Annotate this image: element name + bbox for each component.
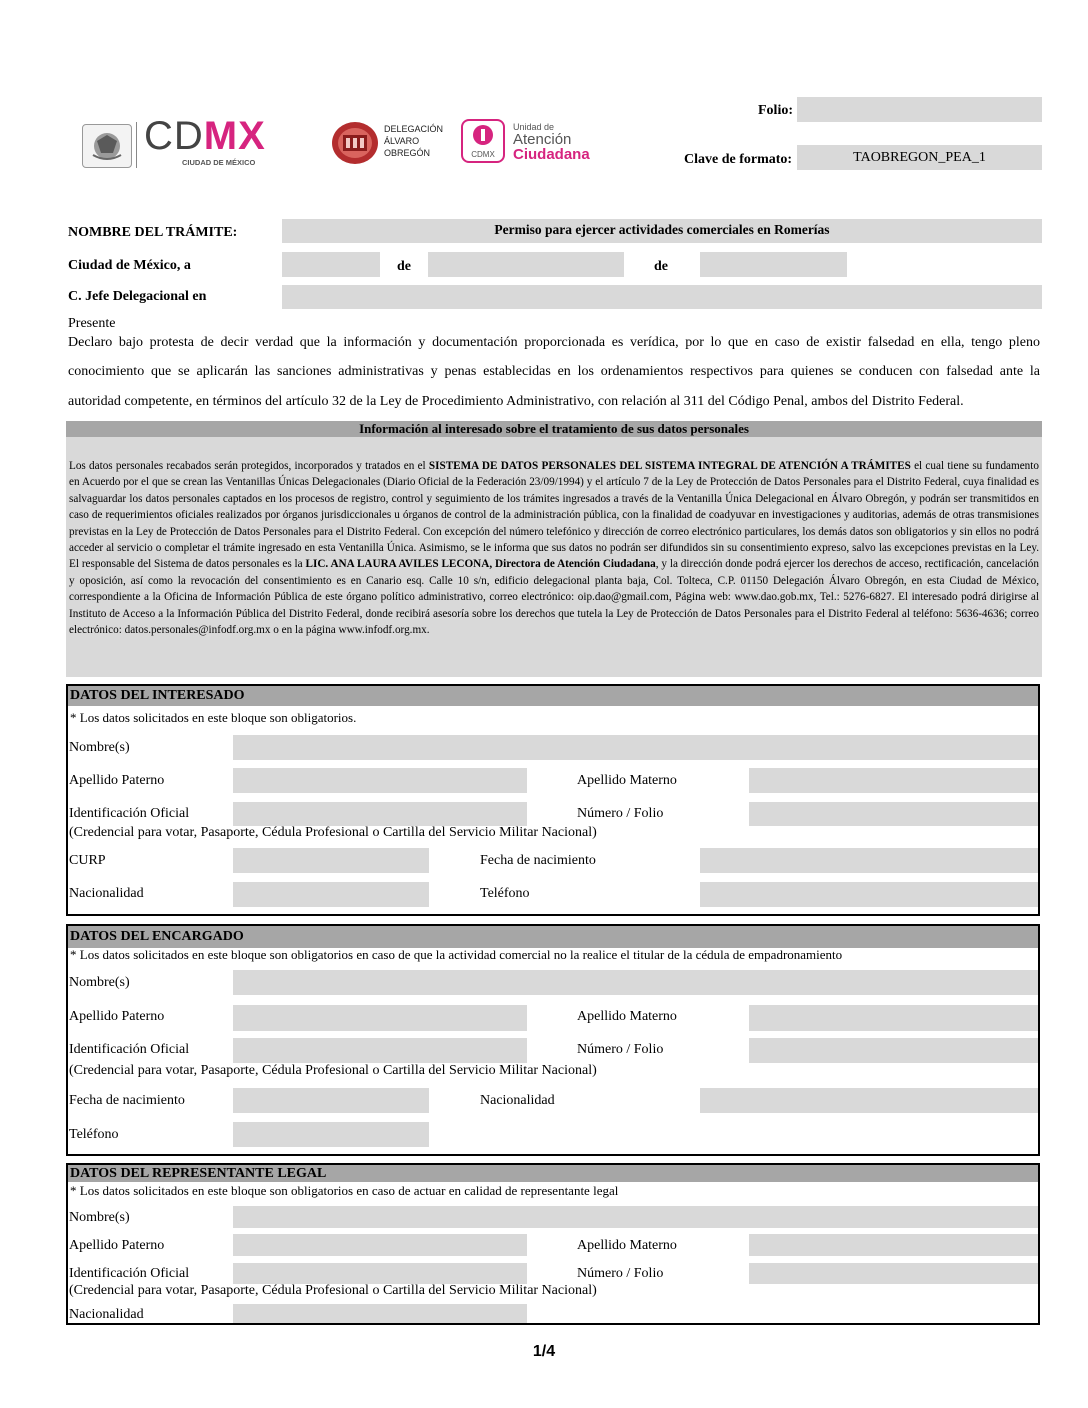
interesado-ap-paterno-field[interactable] <box>233 768 527 793</box>
encargado-telefono-label: Teléfono <box>69 1127 119 1142</box>
representante-ap-paterno-field[interactable] <box>233 1234 527 1256</box>
nombre-tramite-label: NOMBRE DEL TRÁMITE: <box>68 225 238 240</box>
cdmx-subtitle: CIUDAD DE MÉXICO <box>182 158 256 167</box>
interesado-ap-materno-field[interactable] <box>749 768 1038 793</box>
nombre-tramite-field[interactable] <box>282 219 1042 243</box>
representante-ap-paterno-label: Apellido Paterno <box>69 1238 165 1253</box>
interesado-identificacion-label: Identificación Oficial <box>69 806 190 821</box>
header-logos <box>80 114 610 174</box>
encargado-nombre-field[interactable] <box>233 970 1038 995</box>
nombre-tramite-value: Permiso para ejercer actividades comerciales en Romerías <box>494 222 830 237</box>
encargado-note: * Los datos solicitados en este bloque son obligatorios en caso de que la actividad comercial no la realice el titular de la cédula de empadronamiento <box>70 947 843 962</box>
delegacion-name: DELEGACIÓN ÁLVARO OBREGÓN <box>384 124 444 158</box>
interesado-ap-materno-label: Apellido Materno <box>577 773 677 788</box>
section-interesado <box>66 684 1040 916</box>
representante-nombre-label: Nombre(s) <box>69 1210 130 1225</box>
interesado-identificacion-field[interactable] <box>233 802 527 826</box>
interesado-telefono-field[interactable] <box>700 882 1038 907</box>
fecha-mes-field[interactable] <box>428 252 624 277</box>
cdmx-logo <box>144 114 304 167</box>
interesado-nacionalidad-field[interactable] <box>233 882 429 907</box>
declaracion-line-2: conocimiento que se aplicarán las sanciones administrativas y penas establecidas en los ordenamientos respectivos para quienes se conducen con falsedad ante la <box>68 364 1040 379</box>
section-encargado-title: DATOS DEL ENCARGADO <box>68 926 1038 948</box>
declaracion-line-3: autoridad competente, en términos del artículo 32 de la Ley de Procedimiento Administrativo, con relación al 311 del Código Penal, ambos del Distrito Federal. <box>68 394 964 409</box>
interesado-ap-paterno-label: Apellido Paterno <box>69 773 165 788</box>
presente-label: Presente <box>68 316 116 331</box>
declaracion-line-1: Declaro bajo protesta de decir verdad que la información y documentación proporcionada es verídica, por lo que en caso de existir falsedad en ella, tengo pleno <box>68 335 1040 350</box>
privacy-title: Información al interesado sobre el tratamiento de sus datos personales <box>66 421 1042 437</box>
representante-numero-folio-field[interactable] <box>749 1263 1038 1284</box>
ciudad-label: Ciudad de México, a <box>68 258 191 273</box>
interesado-numero-folio-field[interactable] <box>749 802 1038 826</box>
unidad-badge-text: CDMX <box>471 150 495 159</box>
encargado-nombre-label: Nombre(s) <box>69 975 130 990</box>
encargado-telefono-field[interactable] <box>233 1122 429 1147</box>
privacy-notice <box>66 421 1042 677</box>
section-encargado <box>66 924 1040 1156</box>
encargado-numero-folio-label: Número / Folio <box>577 1042 664 1057</box>
representante-nacionalidad-label: Nacionalidad <box>69 1307 144 1322</box>
clave-formato-field[interactable] <box>797 145 1042 170</box>
section-interesado-title: DATOS DEL INTERESADO <box>68 686 1038 706</box>
privacy-body: Los datos personales recabados serán protegidos, incorporados y tratados en el SISTEMA DE DATOS PERSONALES DEL SISTEMA INTEGRAL DE ATENCIÓN A TRÁMITES el cual tiene su fundamento en Acuerdo por el que se crean las Ventanillas Únicas Delegacionales (Diario Oficial de la Federación 23/09/1994) y el artículo 7 de la Ley de Protección de Datos Personales para el Distrito Federal, cuya finalidad es salvaguardar los datos personales captados en los procesos de registro, control y seguimiento de los trámites ingresados a través de la Ventanilla Única Delegacional en Álvaro Obregón, y podrán ser transmitidos en caso de requerimientos oficiales realizados por órganos jurisdiccionales u órganos de control de la administración pública, con la finalidad de coadyuvar en investigaciones y auditorias, además de otras transmisiones previstas en la Ley de Protección de Datos Personales para el Distrito Federal. Con excepción del número telefónico y dirección de correo electrónico particulares, los demás datos son obligatorios y sin ellos no podrá acceder al servicio o completar el trámite ingresado en esta Ventanilla Única. Asimismo, se le informa que sus datos no podrán ser difundidos sin su consentimiento expreso, salvo las excepciones previstas en la Ley. El responsable del Sistema de datos personales es la LIC. ANA LAURA AVILES LECONA, Directora de Atención Ciudadana, y la dirección donde podrá ejercer los derechos de acceso, rectificación, cancelación y oposición, así como la revocación del consentimiento es en Canario esq. Calle 10 s/n, edificio delegacional planta baja, Col. Tolteca, C.P. 01150 Delegación Álvaro Obregón, en esta Ciudad de México, correspondiente a la Oficina de Información Pública de este órgano político administrativo, correo electrónico: oip.dao@gmail.com, Página web: www.dao.gob.mx, Tel.: 5276-6827. El interesado podrá dirigirse al Instituto de Acceso a la Información Pública del Distrito Federal, donde recibirá asesoría sobre los derechos que tutela la Ley de Protección de Datos Personales para el Distrito Federal al teléfono: 5636-4636; correo electrónico: datos.personales@infodf.org.mx o en la página www.infodf.org.mx. <box>69 460 1039 637</box>
representante-identificacion-label: Identificación Oficial <box>69 1266 190 1281</box>
mexico-seal-icon <box>82 124 132 168</box>
encargado-identificacion-field[interactable] <box>233 1038 527 1063</box>
de-label-2: de <box>654 259 668 274</box>
jefe-delegacional-label: C. Jefe Delegacional en <box>68 289 207 304</box>
interesado-curp-label: CURP <box>69 853 106 868</box>
interesado-credencial-note: (Credencial para votar, Pasaporte, Cédula Profesional o Cartilla del Servicio Militar Nacional) <box>69 825 597 840</box>
jefe-delegacional-field[interactable] <box>282 285 1042 309</box>
encargado-fecha-nac-field[interactable] <box>233 1088 429 1113</box>
unidad-name: Unidad de Atención Ciudadana <box>513 122 590 163</box>
delegacion-seal-icon <box>331 121 379 165</box>
representante-ap-materno-field[interactable] <box>749 1234 1038 1256</box>
de-label-1: de <box>397 259 411 274</box>
interesado-numero-folio-label: Número / Folio <box>577 806 664 821</box>
encargado-fecha-nac-label: Fecha de nacimiento <box>69 1093 185 1108</box>
interesado-fecha-nac-field[interactable] <box>700 848 1038 873</box>
representante-ap-materno-label: Apellido Materno <box>577 1238 677 1253</box>
interesado-nombre-label: Nombre(s) <box>69 740 130 755</box>
representante-nacionalidad-field[interactable] <box>233 1304 527 1323</box>
representante-nombre-field[interactable] <box>233 1206 1038 1228</box>
interesado-curp-field[interactable] <box>233 848 429 873</box>
encargado-ap-materno-label: Apellido Materno <box>577 1009 677 1024</box>
section-representante <box>66 1163 1040 1325</box>
section-representante-title: DATOS DEL REPRESENTANTE LEGAL <box>68 1165 1038 1182</box>
clave-formato-value: TAOBREGON_PEA_1 <box>853 150 986 165</box>
representante-note: * Los datos solicitados en este bloque son obligatorios en caso de actuar en calidad de representante legal <box>70 1183 619 1198</box>
logo-divider <box>136 122 137 168</box>
encargado-ap-materno-field[interactable] <box>749 1005 1038 1031</box>
encargado-identificacion-label: Identificación Oficial <box>69 1042 190 1057</box>
interesado-telefono-label: Teléfono <box>480 886 530 901</box>
representante-credencial-note: (Credencial para votar, Pasaporte, Cédula Profesional o Cartilla del Servicio Militar Nacional) <box>69 1283 597 1298</box>
encargado-ap-paterno-label: Apellido Paterno <box>69 1009 165 1024</box>
folio-field[interactable] <box>797 97 1042 122</box>
representante-numero-folio-label: Número / Folio <box>577 1266 664 1281</box>
interesado-fecha-nac-label: Fecha de nacimiento <box>480 853 596 868</box>
fecha-dia-field[interactable] <box>282 252 380 277</box>
encargado-numero-folio-field[interactable] <box>749 1038 1038 1063</box>
interesado-note: * Los datos solicitados en este bloque son obligatorios. <box>70 710 357 725</box>
encargado-ap-paterno-field[interactable] <box>233 1005 527 1031</box>
encargado-nacionalidad-label: Nacionalidad <box>480 1093 555 1108</box>
folio-label: Folio: <box>758 103 793 118</box>
clave-formato-label: Clave de formato: <box>684 152 793 167</box>
encargado-credencial-note: (Credencial para votar, Pasaporte, Cédula Profesional o Cartilla del Servicio Militar Nacional) <box>69 1063 597 1078</box>
fecha-anio-field[interactable] <box>700 252 847 277</box>
representante-identificacion-field[interactable] <box>233 1263 527 1284</box>
encargado-nacionalidad-field[interactable] <box>700 1088 1038 1113</box>
unidad-badge-icon <box>461 119 505 163</box>
page-number: 1/4 <box>532 1343 556 1360</box>
cdmx-wordmark: CDMX <box>144 114 266 158</box>
interesado-nacionalidad-label: Nacionalidad <box>69 886 144 901</box>
interesado-nombre-field[interactable] <box>233 735 1038 760</box>
